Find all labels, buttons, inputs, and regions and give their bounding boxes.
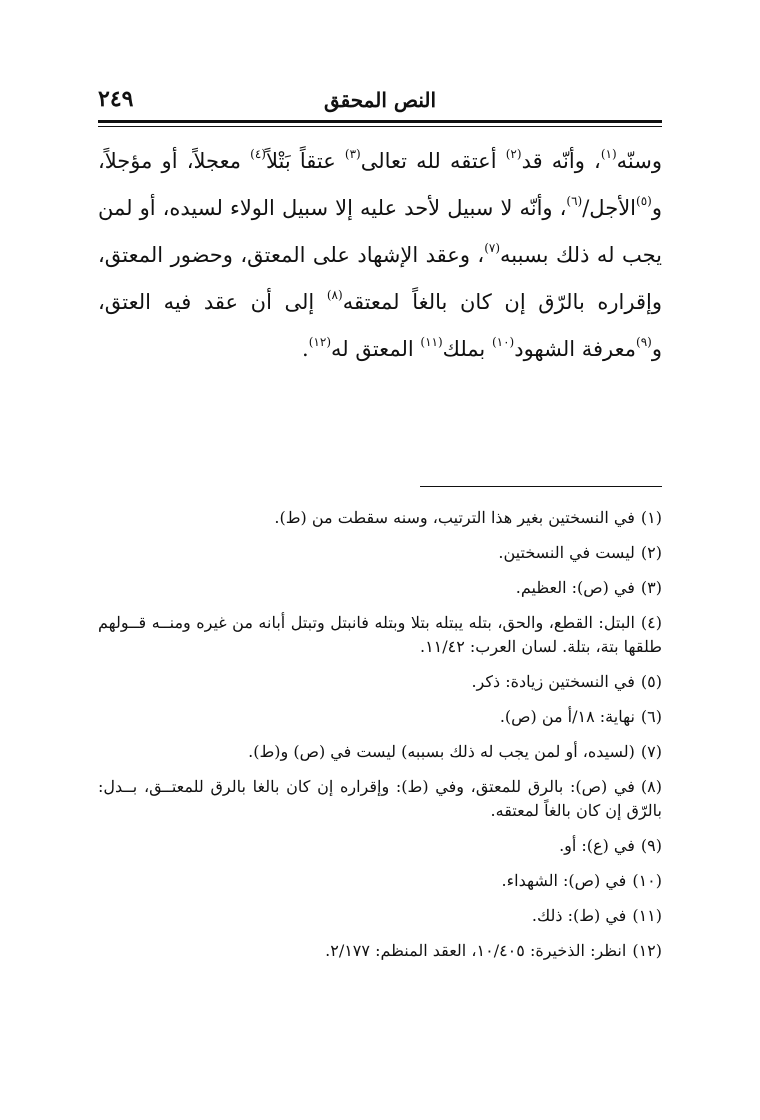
footnote-ref[interactable]: (٦) [566,194,583,208]
footnote-item [98,611,662,659]
footnote-number: (٥) [640,672,662,691]
footnote-item [98,834,662,858]
footnote-ref[interactable]: (٥) [636,194,652,208]
page-header [98,84,662,118]
footnote-number: (١٢) [632,941,662,960]
text-run: ، وأنّه لا سبيل لأحد عليه إلا سبيل الولاء لسيده، أو لمن يجب له ذلك بسببه [98,196,662,267]
footnote-text: انظر: الذخيرة: ١٠/٤٠٥، العقد المنظم: ٢/١٧٧. [325,941,627,960]
footnote-ref[interactable]: (٧) [484,241,501,255]
footnote-text: في (ص): بالرق للمعتق، وفي (ط): وإقراره إن كان بالغا بالرق للمعتــق، بــدل: بالرّق إن كان بالغاً لمعتقه. [98,777,662,820]
footnote-ref[interactable]: (٨) [326,288,343,302]
footnote-text: (لسيده، أو لمن يجب له ذلك بسببه) ليست في (ص) و(ط). [248,742,635,761]
footnote-number: (٦) [640,707,662,726]
footnote-number: (١١) [632,906,662,925]
text-run: وسنّه [616,149,662,173]
footnote-ref[interactable]: (٩) [636,335,652,349]
footnote-item [98,939,662,963]
footnote-text: ليست في النسختين. [498,543,635,562]
footnote-item [98,506,662,530]
footnote-number: (٨) [640,777,662,796]
footnote-text: في (ع): أو. [559,836,635,855]
footnote-number: (١) [640,508,662,527]
text-run: معرفة الشهود [514,337,637,361]
footnote-text: في النسختين بغير هذا الترتيب، وسنه سقطت من (ط). [274,508,635,527]
header-rule-thick [98,120,662,123]
text-run: بملك [442,337,492,361]
footnote-number: (٣) [640,578,662,597]
footnote-item [98,576,662,600]
footnote-ref[interactable]: (٢) [505,147,522,161]
footnote-item [98,705,662,729]
footnote-number: (٧) [640,742,662,761]
footnote-text: نهاية: ١٨/أ من (ص). [499,707,635,726]
footnote-number: (٤) [640,613,662,632]
footnote-item [98,904,662,928]
main-text [98,138,662,373]
footnote-text: في (ص): العظيم. [515,578,635,597]
footnote-item [98,740,662,764]
footnote-ref[interactable]: (١١) [420,335,443,349]
footnote-number: (٢) [640,543,662,562]
footnote-number: (١٠) [632,871,662,890]
footnote-text: البتل: القطع، والحق، بتله يبتله بتلا وبتله فانبتل وتبتل أبانه من غيره ومنــه قــولهم طلقها بتة، بتلة. لسان العرب: ١١/٤٢. [98,613,662,656]
footnote-item [98,541,662,565]
text-run: أعتقه لله تعالى [360,149,506,173]
footnotes [98,506,662,974]
page-number: ٢٤٩ [98,86,134,112]
footnote-ref[interactable]: (٤) [250,147,266,161]
footnote-ref[interactable]: (١٢) [308,335,331,349]
footnote-text: في (ط): ذلك. [531,906,627,925]
header-rule-thin [98,126,662,127]
footnote-item [98,670,662,694]
footnote-item [98,775,662,823]
text-run: إلى أن عقد فيه العتق، و [98,290,662,361]
footnote-ref[interactable]: (١٠) [491,335,515,349]
text-run: الأجل/ [582,196,637,220]
text-run: . [302,337,309,361]
text-run: المعتق له [331,337,421,361]
text-run: معجلاً، أو مؤجلاً، و [98,149,662,220]
footnote-text: في (ص): الشهداء. [501,871,627,890]
footnote-separator [420,486,662,487]
running-title: النص المحقق [323,88,437,112]
main-paragraph [98,138,662,373]
footnote-text: في النسختين زيادة: ذكر. [471,672,635,691]
footnote-number: (٩) [640,836,662,855]
text-run: عتقاً بَتْلاً [265,149,345,173]
text-run: ، وأنّه قد [521,149,601,173]
footnote-ref[interactable]: (٣) [344,147,361,161]
footnote-item [98,869,662,893]
footnote-ref[interactable]: (١) [600,147,617,161]
text-run: ، وعقد الإشهاد على المعتق، وحضور المعتق، وإقراره بالرّق إن كان بالغاً لمعتقه [98,243,662,314]
